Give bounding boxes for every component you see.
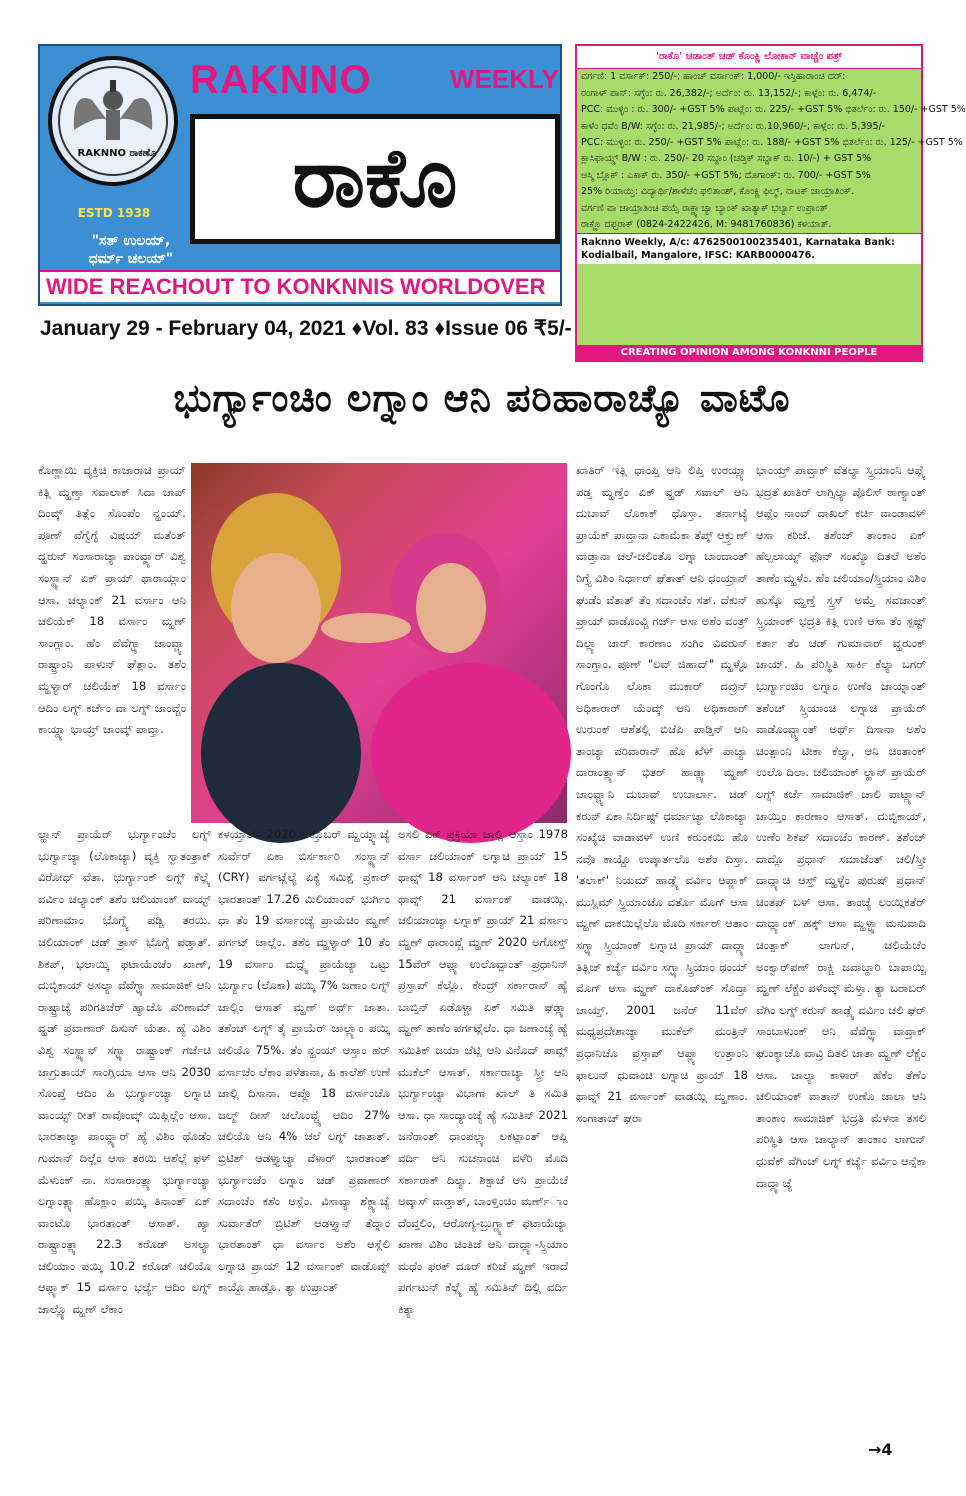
- issue-dateline: January 29 - February 04, 2021 ♦Vol. 83 ♦Issue 06 ₹5/-: [40, 317, 572, 340]
- motto-line: "ಸತ್ ಉಲಯ್,: [91, 233, 171, 249]
- rate-line: ಆಸ್ಮಿ ಬ್ಲೊಕ್ : ಎಕಾಕ್ ರು. 350/- +GST 5%; ದೊಗಾಂಕ್: ರು. 700/- +GST 5%: [581, 169, 871, 181]
- continued-on-page: →4: [868, 1440, 893, 1459]
- rate-line: ವರ್ಗಣಿ: 1 ವರ್ಸಾಕ್: 250/-; ಹಾಂಚ್ ವರ್ಸಾಂಕ್: 1,000/- ಇಸ್ತಿಹಾರಾಂಚಿ ದರ್:: [581, 71, 846, 83]
- brand-name: RAKNNO: [190, 58, 372, 102]
- masthead: [38, 44, 562, 306]
- rates-heading: 'ರಾಕೊ' ಚಡಾಂತ್ ಚಡ್ ಕೊಂಕ್ಣಿ ಲೋಕಾನ್ ವಾಚ್ಚೆಂ ಪತ್ರ್: [577, 46, 921, 69]
- emblem-logo: [48, 56, 178, 186]
- slogan-banner: CREATING OPINION AMONG KONKNNI PEOPLE: [577, 345, 921, 360]
- rate-line: ರಂಗಾಳ್ ಪಾನ್: ಸಗ್ಳೆಂ: ರು. 26,382/-; ಅರ್ದೆಂ: ರು. 13,152/-; ಕಾಳ್ಗೆಂ: ರು. 6,474/-: [581, 87, 877, 99]
- newspaper-title: ರಾಕೊ: [190, 114, 560, 244]
- established-label: ESTD 1938: [77, 206, 151, 220]
- motto: [56, 232, 206, 268]
- article-column-5: ಭಾಂಯ್ರ್ ಪಾವ್ತಾಕ್ ವೆತಲ್ಯಾ ಸ್ತ್ರಿಯಾಂನಿ ಆಪ್ಲ್ಯೆ ಭದ್ರತೆ ಖಾತಿರ್ ಲಾಗ್ಸಿಲ್ಯಾ ಪೊಲಿಸ್ ಠಾಣ್ಯಾಂತ್ ಆಪ್ಲೆಂ ನಾಂವ್ ದಾಖಲ್ ಕರ್ಚಿ ವಾಂಡಾವಳ್ ಆಸಾ ಕರಿಜೆ. ತಶೆಂಚ್ ತಾಂಕಾಂ ಏಕ್ ಹೆಲ್ಪಲಾಯ್ನ್ ಫೊನ್ ಸಂಖ್ಯೊ ದಿತಲೆ ಅಶೆಂ ತಾಣೆಂ ಮ್ಹಳೆಂ. ಹೆಂ ಚಲಿಯಾಂ/ಸ್ತ್ರಿಯಾಂ ವಿಶಿಂ ಹುಸ್ಕೊ ಮ್ಹಣ್ತೆ ಸ್ತ್ರಸ್ ಅಮ್ತೆ ಸವಜಾಂತ್ ಸ್ತ್ರಿಯಾಂಕ್ ಭದ್ರತಿ ಕಿತ್ಲಿ ಉಣಿ ಆಸಾ ತೆಂ ಸ್ಪಷ್ಟ್ ಕರ್ತಾ ತೆಂ ಚಡ್ ಗುಮಾನಾರ್ ವ್ಹರುಂಕ್ ಜಾಯ್. ಹಿ ಪರಿಸ್ಥಿತಿ ಸಾರ್ಕಿ ಕೆಲ್ಯಾ ಬಗರ್ ಭುರ್ಗ್ಯಾಂಚಿಂ ಲಗ್ನಾಂ ಉಣೆಂ ಜಾಯ್ನಾಂತ್ ತಶೆಂಚ್ ಸ್ತ್ರಿಯಾಂಚಿ ಲಗ್ನಾಚಿ ಪ್ರಾಯೆರ್ ವಾಡೊಂವ್ಚ್ಯಾಂತ್ ಅರ್ಥ್ ದಿಸಾನಾ ಅಶೆಂ ಚಿಂತ್ಪಾಂನಿ ಟೀಕಾ ಕೆಲ್ಯಾ, ಆನಿ ಚಿಂತಾಂಕ್ ಉಲೊ ದಿಲಾ. ಚಲಿಯಾಂಕ್ ಲ್ಹಾನ್ ಪ್ರಾಯೆರ್ ಲಗ್ನ್ ಕರ್ಚೆ ಸಾಮಾಜಿಕ್ ಚಾಲಿ ಪಾಟ್ಲ್ಯಾನ್ ಜಾಯ್ತಿಂ ಕಾರಣಾಂ ಆಸಾತ್. ದುಬ್ಳಿಕಾಯ್, ಉಣೆಂ ಶಿಕಪ್ ಸದಾಂಚೆಂ ಕಾರಣ್. ತಶೆಂಚ್ ದಾದ್ಲೊ ಪ್ರಧಾನ್ ಸಮಾಜೆಂತ್ ಚಲಿ/ಸ್ತ್ರೀ ದಾದ್ಲ್ಯಾಚಿ ಆಸ್ತ್ ಮ್ಹಳ್ಳೆಂ ಪುರುಷ್ ಪ್ರಧಾನ್ ಚಿಂತಪ್ ಬಳ್ ಆಸಾ. ತಾಂಚ್ಯೆ ಲಂಯ್ಗಿಕತೆರ್ ದಾದ್ಲ್ಯಾಂಕ್ ಹಕ್ಕ್ ಆಸಾ ಮ್ಹಳ್ಳ್ಯಾ ಮನುವಾದಿ ಚಿಂತ್ಪಾಕ್ ಲಾಗುನ್, ಚಲಿಯೆಚೆಂ ಅಂಕ್ವಾರ್‌ಪಣ್ ರಾಕ್ಚಿ ಜವಾಬ್ದಾರಿ ಬಾಪಾಯ್ಚಿ ಮ್ಹಣ್ ಲೆಕ್ಚೆಂ ಪಳೆಂವ್ಕ್ ಮೆಳ್ತಾ. ತ್ಯಾ ಬರಾಬರ್ ವೆಗಿಂ ಲಗ್ನ್ ಕರುನ್ ಹಾಡ್ಲ್ಯೆ ವರ್ವಿಂ ಚಲಿ ಘರ್ ಸಾಂಬಾಳುಂಕ್ ಆನಿ ವೆವೆಗ್ಳ್ಯಾ ವಾವ್ರಾಕ್ ಘುಂಕ್ಯಾಚೊ ವಾವ್ರಿ ದಿತಲಿ ಜಾತಾ ಮ್ಹಣ್ ಲೆಕ್ಚೆಂ ಆಸಾ. ಚಾಲ್ಯಾ ಕಾಳಾರ್ ಹೆಕೆಂ ತೆಣೆಂ ಚಲಿಯಾಂಕ್ ವಾತಾನ್ ಉಣೊ ಜಾಲಾ ಆನಿ ತಾಂಕಾಂ ಸಾಮಾಜಿಕ್ ಭದ್ರತಿ ಮೆಳನಾ ತಸಲಿ ಪರಿಸ್ಥಿತಿ ಆಸಾ ಜಾಲ್ಯಾನ್ ತಾಂಕಾಂ ಲಾಗುನ್ ಧುವೆಕ್ ವೆಗಿಂಚ್ ಲಗ್ನ್ ಕರ್ಚ್ಯೆ ವರ್ವಿಂ ಆನ್ಸೆಕಾ ದಾದ್ಲ್ಯಾಚ್ಯೆ: [756, 463, 926, 1190]
- rate-line: ವರ್ಗಣಿ ವಾ ಜಾಯ್ರಾತಿಂಚಿ ಪಯ್ಸೆ ರಾಕ್ಣ್ಯಾಚ್ಯಾ ಬ್ಯಾಂಕ್ ಖಾತ್ಯಾಕ್ ಭರ್ಲ್ಯಾ ಉಪ್ರಾಂತ್: [581, 202, 828, 214]
- account-line: Raknno Weekly, A/c: 4762500100235401, Karnataka Bank:: [581, 237, 895, 249]
- rate-line: PCC: ಮುಳ್ಳಿಂ : ರು. 300/- +GST 5% ಪಾಟ್ಲೆಂ: ರು. 225/- +GST 5% ಭಿತರ್ಲೆಂ: ರು. 150/- +GST 5%: [581, 104, 966, 116]
- rate-line: ಕ್ಲಾಸಿಫಾಯ್ಡ್ B/W : ರು. 250/- 20 ಸಬ್ದಾಂ (ಚಡ್ತಿಕ್ ಸಬ್ದಾಕ್ ರು. 10/-) + GST 5%: [581, 153, 872, 165]
- brand-weekly: WEEKLY: [450, 64, 559, 94]
- article-headline: ಭುರ್ಗ್ಯಾಂಚಿಂ ಲಗ್ನಾಂ ಆನಿ ಪರಿಹಾರಾಚ್ಯೊ ವಾಟೊ: [173, 376, 791, 420]
- advertising-rates-box: [575, 44, 966, 362]
- angel-emblem-icon: [52, 60, 174, 182]
- motto-line: ಧರ್ಮ್ ಚಲಯ್": [88, 251, 174, 267]
- rate-line: 25% ರಿಯಾಯ್ತಿ: ವಿದ್ಯಾರ್ಥಿ/ಶಾಳೆಚೆಂ ಫಲಿತಾಂಶ್, ಕೊಂಕ್ಣಿ ಫಿಲ್ಮ್, ನಾಟಕ್ ಜಾಯ್ರಾತಿಂಕ್.: [581, 186, 855, 198]
- child-marriage-photo: [191, 463, 567, 823]
- rate-line: ರಾಕ್ಣೊ ದಫ್ತರಾಕ್ (0824-2422426, M: 9481760836) ಕಳಯಾತ್.: [581, 219, 832, 231]
- article-column-1-top: ಕೊಣ್ಣಾಯಿ ವ್ಯಕ್ತಿಚಿ ಕಾಜಾರಾಚಿ ಪ್ರಾಯ್ ಕಿತ್ಲಿ ಮ್ಹಣ್ತಾ ಸವಾಲಾಕ್ ಸಿದಾ ಜಾಪ್ ದಿಂವ್ಕ್ ತಿತ್ಲೆಂ ಸೊಂಪೆಂ ನ್ಹಂಯ್. ಪೂಣ್ ವೆಗ್ವೆಗ್ಳೆ ವಿಷಯ್ ಮತೆಂತ್ ದ್ಹರುನ್ ಸಂಸಾರಾಚ್ಯಾ ಪಾಂವ್ಡ್ಯಾರ್ ವಿಶ್ವ ಸಂಸ್ಥ್ಯಾನ್ ಏಕ್ ಪ್ರಾಯ್ ಥಾರಾಯ್ಲಾಂ ಆಸಾ. ಚಲ್ಯಾಂಕ್ 21 ವರ್ಸಾಂ ಆನಿ ಚಲಿಯೆಕ್ 18 ವರ್ಸಾಂ ಮ್ಹಣ್ ಸಾಂಗ್ಲಾಂ. ಹೆಂ ವೆವೆಗ್ಳ್ಯಾ ಜಾಂವ್ಚ್ಯಾ ರಾಷ್ಟ್ರಾಂನಿ ಪಾಳುನ್ ಘೆತ್ಲಾಂ. ತಶೆಂ ಮ್ಹಳ್ಯಾರ್ ಚಲಿಯೆಕ್ 18 ವರ್ಸಾಂ ಆದಿಂ ಲಗ್ನ್ ಕರ್ಚೆಂ ವಾ ಲಗ್ನ್ ಜಾಂವ್ಚೆಂ ಕಾಯ್ದ್ಯಾ ಭಾಯ್ರ್ ಜಾಂವ್ಕ್ ಪಾವ್ತಾ.: [38, 463, 186, 737]
- article-column-3: ಅಸಲಿ ಏಕ್ ಪ್ರಕ್ರಿಯಾ ಜಾಲ್ಲಿ ಆಸ್ತಾಂ 1978 ವರ್ಸಾ ಚಲಿಯಾಂಕ್ ಲಗ್ನಾಚಿ ಪ್ರಾಯ್ 15 ಥಾವ್ನ್ 18 ವರ್ಸಾಂಕ್ ಆನಿ ಚಲ್ಯಾಂಕ್ 18 ಥಾವ್ನ್ 21 ವರ್ಸಾಂಕ್ ವಾಡಯ್ಲಿ. ಚಲಿಯಾಂಚ್ಯಾ ಲಗ್ನಾಕ್ ಪ್ರಾಯ್ 21 ವರ್ಸಾಂ ಮ್ಹಣ್ ಥಾರಾಂವ್ಚೆ ಮ್ಹಣ್ 2020 ಅಗೋಸ್ತ್ 15ವೆರ್ ಆಪ್ಲ್ಯಾ ಉಲೊವ್ಪಾಂತ್ ಪ್ರಧಾನಿನ್ ಪ್ರಸ್ತಾಪ್ ಕೆಲ್ಲೊ. ಕೇಂದ್ರ್ ಸರ್ಕಾರಾನ್ ಹ್ಯೆ ಬಾಬ್ತಿನ್ ಏಡೊಳ್ಚಾ ಏಕ್ ಸಮಿತಿ ಘಡ್ಲ್ಯಾ ಮ್ಹಣ್ ತಾಣೆಂ ಪರ್ಗಟ್ಲೆಲೆಂ. ಧಾ ಜಣಾಂಚ್ಯೆ ಹ್ಯೆ ಸಮಿತಿಕ್ ಜಯಾ ಜೆಟ್ಲಿ ಆನಿ ವಿನೊದ್ ಪಾವ್ಲ್ ಮುಕೆಲ್ ಆಸಾತ್. ಸರ್ಕಾರಾಚ್ಯಾ ಸ್ತ್ರೀ ಆನಿ ಭುರ್ಗ್ಯಾಂಚ್ಯಾ ವಿಭಾಗಾ ಖಾಲ್ ತಿ ಸಮಿತಿ ಆಸಾ. ಧಾ ಸಾಂದ್ಯಾಂಚ್ಯೆ ಹ್ಯೆ ಸಮಿತಿನ್ 2021 ಜನೆರಾಂತ್ ಧಾಂಪಲ್ಲ್ಯಾ ಲಕಟ್ಲಾಂತ್ ಆಪ್ಲಿ ವರ್ದಿ ಆನಿ ಸುಚನಾಂಚಿ ವಳೆರಿ ಮೊದಿ ಸರ್ಕಾರಾಕ್ ದಿಲ್ಯಾ. ಶಿಕ್ಪಾಚೆ ಆನಿ ಪ್ರಾಯೆಚೆ ಅವ್ಕಾಸ್ ವಾಡ್ತಾತ್, ಬಾಂಳ್ತಿಂಚಿಂ ಮರ್ಣ್ಾಂ ದೆಂವ್ತಲಿಂ, ಆರೋಗ್ಯ-ಬ್ರುಗ್ಣ್ಯಾಕ್ ಫಟಾಯೆಚ್ಯಾ ಖಾಣಾ ವಿಶಿಂ ಚಿಂತಿಜೆ ಆನಿ ದಾದ್ಲ್ಯಾ-ಸ್ತ್ರಿಯಾಂ ಮಧೆಂ ಫರಕ್ ದೂರ್ ಕರಿಜೆ ಮ್ಹಣ್ ಇರಾದೆ ಪರ್ಗಟುನ್ ಕೆಲ್ಲ್ಯೆ ಹ್ಯೆ ಸಮಿತಿನ್ ದಿಲ್ಲಿ ವರ್ದಿ ಕಿತ್ಯಾ: [398, 827, 568, 1317]
- article-column-4: ಖಾತಿರ್ ಇತ್ಲಿ ಧಾಂಪ್ತಿ ಆನಿ ಲಿಪ್ತಿ ಉರಯ್ಲ್ಯಾ ಪಡ್ತ ಮ್ಹಣ್ತೆಂ ಏಕ್ ವ್ಹಡ್ ಸವಾಲ್ ಆನಿ ದುಬಾವ್ ಲೊಕಾಕ್ ಧೊಸ್ತಾ. ತರ್ನಾಟ್ಯೆ ಪ್ರಾಯೆಕ್ ಪಾವ್ತಾನಾ ಎಕಾಮೆಕಾ ತೆಪ್ಕ್ ಆಕ್ರ್ಸುಣ್ ವಾಡ್ತಾನಾ ಚಲೆ-ಚಲಿಂತೊ ಲಗ್ನಾ ಬಾಂದಾಂತ್ ರಿಗ್ತ್ಯೆ ವಿಶಿಂ ನಿರ್ಧಾರ್ ಘೆತಾತ್ ಆನಿ ಧಂಯ್ರಾನ್ ಘುಡೆಂ ವೆತಾತ್ ತೆಂ ಸದಾಂಚೆಂ ಸತ್. ದೆಕುನ್ ಪ್ರಾಯ್ ವಾಡೊಂವ್ಚಿ ಗರ್ಜ್ ಆಸಾ ಅಶೆಂ ವಂತ್ರ್ ದಿಲ್ಲ್ಯಾ ಚಾರ್ ಕಾರಣಾಂ ಸಂಗಿಂ ವಿವರುನ್ ಸಾಂಗ್ತಾಂ. ಪೂಣ್ "ಲವ್ ಜಿಹಾದ್" ಮ್ಹಳ್ಳೊ ಗೊಂಗೊ ಲೊಕಾ ಮುಕಾರ್ ದವ್ರುನ್ ಅಧಿಕಾರಾರ್ ಯೆಂವ್ಕ್ ಆನಿ ಅಧಿಕಾರಾರ್ ಉರುಂಕ್ ಆಶೆತಲ್ಲಿ ಬಿಜೆಪಿ ಪಾಡ್ತಿನ್ ಆನಿ ತಾಂಚ್ಯಾ ಪರಿವಾರಾನ್ ಹೊ ಖೆಳ್ ಪಾಚ್ಯಾ ದಾರಾಂತ್ಲ್ಯಾನ್ ಭಿತರ್ ಹಾಡ್ಲ್ಯಾ ಮ್ಹಣ್ ಜಾಂವ್ಚ್ಯಾನಿ ದುಬಾವ್ ಉಬಾರ್ಲಾ. ಚಡ್ ಕರುನ್ ಏಕಾ ನಿರ್ದಿಷ್ಟ್ ಧರ್ಮಾಚ್ಯಾ ಲೊಕಾಚ್ಯಾ ಸಂಖ್ಯೆಚಿ ವಾಡಾವಳ್ ಉಣಿ ಕರುಂಕಯಿ ಹೊ ನವೊ ಕಾಯ್ದೊ ಉಪ್ಕಾರ್ತಲೊ ಅಶೆಂ ದಿಸ್ತಾ. 'ತಲಾಕ್' ನಿಯಮ್ ಹಾಡ್ಲ್ಯೆ ವರ್ವಿಂ ಆಪ್ಣಾಕ್ ಮುಸ್ಲಿಮ್ ಸ್ತ್ರಿಯಾಂಚೊ ವರ್ತೊ ಮೊಗ್ ಆಸಾ ಮ್ಹಣ್ ದಾಕಯಿಲ್ಲೆಲೊ ಮೊದಿ ಸರ್ಕಾರ್ ಆತಾಂ ಸಗ್ಳ್ಯಾ ಸ್ತ್ರಿಯಾಂಕ್ ಲಗ್ನಾಚಿ ಪ್ರಾಯ್ ದಾದ್ಲ್ಯಾ ತಿತ್ಲಿಚ್ ಕರ್ಚ್ಯೆ ವರ್ವಿಂ ಸಗ್ಳ್ಯಾ ಸ್ತ್ರಿಯಾಂ ಥಂಯ್ ಮೊಗ್ ಆಸಾ ಮ್ಹಣ್ ದಾಕೊವ್ಂಕ್ ಸೊದ್ತಾ ಜಾಯ್ತ್. 2001 ಜನೆರ್ 11ವೆರ್ ಮಧ್ಯಪ್ರದೇಶಾಚ್ಯಾ ಮುಕೆಲ್ ಮಂತ್ರಿನ್ ಪ್ರಧಾನಿಚೊ ಪ್ರಸ್ತಾಪ್ ಆಪ್ಣ್ಯಾ ಉತ್ತಾಂನಿ ಫಾಲುನ್ ಧುವಾಂಚಿ ಲಗ್ನಾಚಿ ಪ್ರಾಯ್ 18 ಥಾವ್ನ್ 21 ವರ್ಸಾಂಕ್ ವಾಡಯ್ಲಿ ಮ್ಹಣಾಂ. ಸಂಗಾತಾಚ್ ಘರಾ: [576, 463, 748, 1125]
- article-column-1: ಲ್ಹಾನ್ ಪ್ರಾಯೆರ್ ಭುರ್ಗ್ಯಾಂಚೆಂ ಲಗ್ನ್ ಭುರ್ಗ್ಯಾಚ್ಯಾ (ಲೊಕಾಚ್ಯಾ) ವ್ಯಕ್ತಿ ಸ್ವಾತಂತ್ರಾಕ್ ವಿರೋಧ್ ವೆತಾ. ಭುರ್ಗ್ಯಾಂಕ್ ಲಗ್ನ್ ಕೆಲ್ಲ್ಯೆ ವರ್ವಿಂ ಚಲ್ಯಾಂಕ್ ತಶೆಂ ಚಲಿಯಾಂಕ್ ವಾಯ್ಟ್ ಪರಿಣಾಮಾಂ ಭೊಗ್ನ್ಯೆ ಪಡ್ಚಿ ತರಯಿ. ಚಲಿಯಾಂಕ್ ಚಡ್ ತ್ರಾಸ್ ಭೊಗ್ನೆ ಪಡ್ತಾತ್. ಶಿಕಪ್, ಭಲಾಯ್ಕಿ ಫಟಾಯೆಂಚೆಂ ಖಾಣ್, ದುಬ್ಳಿಕಾಯ್ ಅಸಲ್ಯಾ ವೆವೆಗ್ಳ್ಯಾ ಸಾಮಾಜಿಕ್ ಆನಿ ರಾಷ್ಟ್ರಾಚ್ಯೆ ಪರಿಗತಿಚೆರ್ ಹ್ಯಾಚೊ ಪರಿಣಾಮ್ ವ್ಹಡ್ ಪ್ರವಾಣಾರ್ ದಿಸುನ್ ಯೆತಾ. ಹ್ಯೆ ವಿಶಿಂ ವಿಶ್ವ ಸಂಸ್ಥ್ಯಾನ್ ಸಗ್ಳ್ಯಾ ರಾಷ್ಟ್ರಾಂಕ್ ಗರ್ಜೆಚಿ ಜಾಗ್ರುತಾಯ್ ಸಾಂಗ್ಲಿಯಾ ಆಸಾ ಆನಿ 2030 ಸೊಂಪ್ತೆ ಆದಿಂ ಹಿ ಭುರ್ಗ್ಯಾಂಚ್ಯಾ ಲಗ್ನಾಚಿ ವಾಂಯ್ಟ್ ರೀತ್ ರಾವೊಂವ್ಕ್ ಯಿಪ್ಲಿಲ್ಲೆಂ ಆಸಾ. ಭಾರತಾಚ್ಯಾ ಪಾಂವ್ಡ್ಯಾರ್ ಹ್ಯೆ ವಿಶಿಂ ಥೊಡೆಂ ಗುಮಾನ್ ದಿಲ್ಲೆಂ ಆಸಾ ತರಯಿ ಆಶೆಲ್ಲೆ ಫಳ್ ಮೆಳುಂಕ್ ನಾ. ಸಂಸಾರಾಂತ್ಲ್ಯಾ ಭುರ್ಗ್ಯಾಂಚ್ಯಾ ಲಗ್ನಾಂತ್ಲ್ಯಾ ಹೊಕ್ಲಾಂ ಪಯ್ಕಿ ತಿನಾಂತ್ ಏಕ್ ವಾಂಟೊ ಭಾರತಾಂತ್ ಆಸಾತ್. ಹ್ಯಾ ರಾಷ್ಟ್ರಾಂತ್ಲ್ಯಾ 22.3 ಕರೊಡ್ ಅಸಲ್ಯಾ ಚಲಿಯಾಂ ಪಯ್ಕಿ 10.2 ಕರೊಡ್ ಚಲಿಯೊ ಆಪ್ಲ್ಯಾಕ್ 15 ವರ್ಸಾಂ ಭರ್ಲ್ಯೆ ಆದಿಂ ಲಗ್ನ್ ಜಾಲ್ಲ್ಯೊ ಮ್ಹಣ್ ಲೆಕಾಂ: [38, 827, 211, 1317]
- tagline-banner: WIDE REACHOUT TO KONKNNIS WORLDOVER: [40, 270, 560, 302]
- account-line: Kodialbail, Mangalore, IFSC: KARB0000476.: [581, 250, 815, 262]
- rate-line: ಕಾಳೆಂ ಧವೆಂ B/W: ಸಗ್ಳೆಂ: ರು. 21,985/-; ಅರ್ದೆಂ: ರು.10,960/-; ಕಾಳ್ಗೆಂ: ರು. 5,395/-: [581, 120, 886, 132]
- article-column-2: ಕಳಯ್ತಾತ್. 2020 ಅಕ್ತೊಬರ್ ಮ್ಹಯ್ನ್ಯಾಚ್ಯೆ ಸುರ್ವೆರ್ ಏಕಾ ಬಿರ್ಸರ್ಕಾರಿ ಸಂಸ್ಥ್ಯಾನ್ (CRY) ಪರ್ಗಟ್ಲೆಲ್ಯೆ ಏಕ್ಯೆ ಸಮಿಕ್ಷೆ ಪ್ರಕಾರ್ ಭಾರತಾಂತ್ 17.26 ಮಿಲಿಯಾಂವ್ ಭುರ್ಗಿಂ ಧಾ ತೆಂ 19 ವರ್ಸಾಂಚ್ಯೆ ಪ್ರಾಯೆಚಿಂ ಮ್ಹಣ್ ಪರ್ಗಟ್ ಜಾಲ್ಲೆಂ. ತಶೆಂ ಮ್ಹಳ್ಯಾರ್ 10 ತೆಂ 19 ವರ್ಸಾಂ ಮಧ್ಲ್ಯೆ ಪ್ರಾಯೆಚ್ಯಾ ಒಟ್ಟು ಭುರ್ಗ್ಯಾಂ (ಲೊಕಾ) ಪಯ್ಕಿ 7% ಜಣಾಂ ಲಗ್ನ್ ಜಾಲ್ಲಿಂ ಆಸಾತ್ ಮ್ಹಣ್ ಅರ್ಥ್ ಜಾತಾ. ತಶೆಂಚ್ ಲಗ್ನ್ ತೈ ಪ್ರಾಯೆರ್ ಜಾಲ್ಲ್ಯಾಂ ಪಯ್ಕಿ ಚಲಿಯೊ 75%. ತೆಂ ನ್ಹಂಯ್ ಆಸ್ತಾಂ ಹರ್ ವರ್ಸಾಚೆಂ ಲೆಕಾಂ ಪಳೆತಾನಾ, ಹಿ ಕಾಲೆಶ್ ಉಣೆ ಜಾಲ್ಲಿ ದಿಸಾನಾ. ಆಪ್ಲೊ 18 ವರ್ಸಾಂಚೊ ಜಲ್ಮ್ ದೀಸ್ ಚಲೊಂವ್ಚ್ಯೆ ಆದಿಂ 27% ಚಲಿಯೊ ಆನಿ 4% ಚಲೆ ಲಗ್ನ್ ಜಾತಾತ್. ಬ್ರಿಟಿಶ್ ಆಡಳ್ತ್ಯಾಚ್ಯಾ ವೆಳಾರ್ ಭಾರತಾಂತ್ ಭುರ್ಗ್ಯಾಂಚೆಂ ಲಗ್ನಾಂ ಚಡ್ ಪ್ರವಾಣಾರ್ ಸದಾಂಚೆಂ ಕಶೆಂ ಆಸ್ಲೆಂ. ವಿಸಾವ್ಯಾ ಶೆಕ್ಡ್ಯಾಚ್ಯೆ ಸುರ್ವಾತೆರ್ ಬ್ರಿಟಿಶ್ ಆಡಳ್ತ್ಯಾನ್ ತೆದ್ನಾಂ ಭಾರತಾಂತ್ ಧಾ ವರ್ಸಾಂ ಅಶೆಂ ಆಸ್ಲೆಲಿ ಲಗ್ನಾಚಿ ಪ್ರಾಯ್ 12 ವರ್ಸಾಂಕ್ ವಾಡೊವ್ನ್ ಕಾಯ್ದೊ ಹಾಡ್ಲೊ. ತ್ಯಾ ಉಪ್ರಾಂತ್: [218, 827, 390, 1295]
- rate-line: PCC: ಮುಳ್ಳಿಂ: ರು. 250/- +GST 5% ಪಾಟ್ಲೆಂ: ರು. 188/- +GST 5% ಭಿತರ್ಲೆಂ: ರು. 125/- +GST 5%: [581, 137, 963, 149]
- emblem-label: RAKNNO ರಾಕಣೊ: [77, 148, 157, 159]
- bank-account-details: [577, 233, 921, 264]
